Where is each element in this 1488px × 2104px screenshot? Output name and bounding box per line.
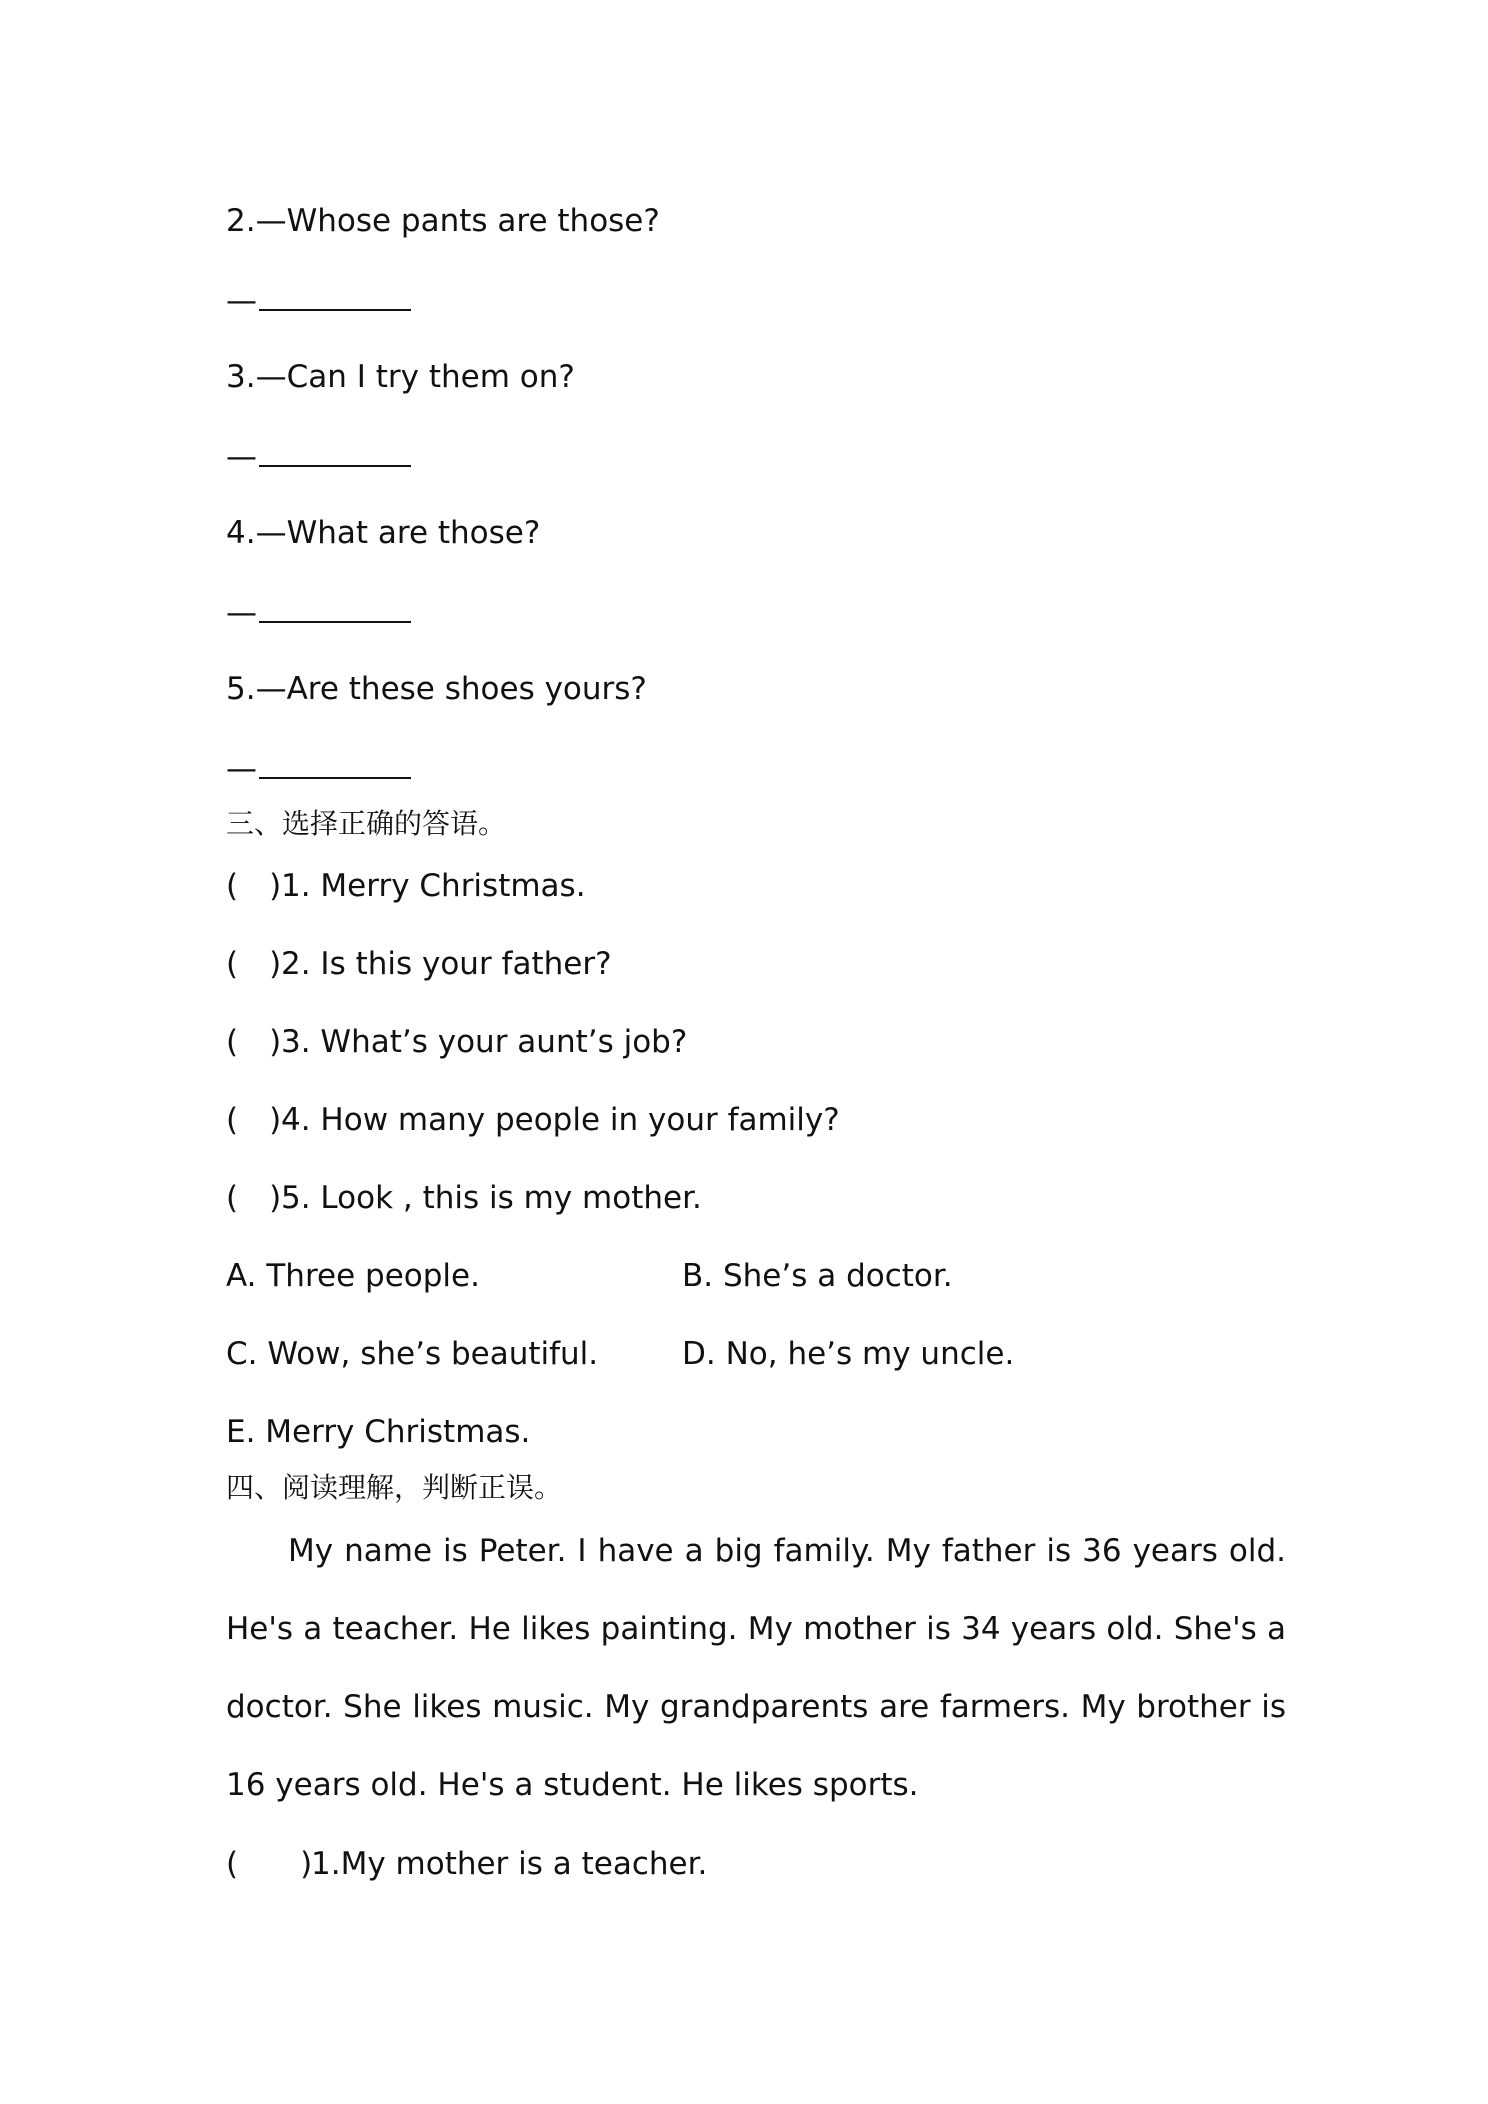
option-b: B. She’s a doctor. [682, 1258, 953, 1294]
choice-item-2: ( )2. Is this your father? [226, 946, 612, 982]
answer-paren[interactable]: ( ) [226, 1024, 282, 1060]
choice-item-1: ( )1. Merry Christmas. [226, 868, 586, 904]
judge-item-1: ( )1.My mother is a teacher. [226, 1846, 708, 1882]
answer-blank-5[interactable]: — [226, 749, 411, 789]
answer-paren[interactable]: ( ) [226, 946, 282, 982]
option-c: C. Wow, she’s beautiful. [226, 1336, 599, 1372]
section-4-heading: 四、阅读理解，判断正误。 [226, 1471, 563, 1504]
answer-blank-4[interactable]: — [226, 593, 411, 633]
section-3-heading: 三、选择正确的答语。 [226, 807, 507, 840]
blank-line [259, 753, 411, 779]
option-d: D. No, he’s my uncle. [682, 1336, 1015, 1372]
question-4: 4.—What are those? [226, 515, 541, 551]
reading-passage: My name is Peter. I have a big family. My father is 36 years old. He's a teacher. He likes painting. My mother is 34 years old. She's a doctor. She likes music. My grandparents are farmers. My brother is 16 years old. He's a student. He likes sports. [226, 1533, 1286, 1803]
blank-line [259, 597, 411, 623]
blank-line [259, 441, 411, 467]
answer-paren[interactable]: ( ) [226, 1846, 313, 1882]
answer-blank-3[interactable]: — [226, 437, 411, 477]
option-a: A. Three people. [226, 1258, 480, 1294]
blank-line [259, 285, 411, 311]
option-e: E. Merry Christmas. [226, 1414, 531, 1450]
answer-paren[interactable]: ( ) [226, 1180, 282, 1216]
choice-item-5: ( )5. Look , this is my mother. [226, 1180, 702, 1216]
choice-item-3: ( )3. What’s your aunt’s job? [226, 1024, 688, 1060]
choice-item-4: ( )4. How many people in your family? [226, 1102, 840, 1138]
answer-paren[interactable]: ( ) [226, 868, 282, 904]
answer-paren[interactable]: ( ) [226, 1102, 282, 1138]
question-5: 5.—Are these shoes yours? [226, 671, 647, 707]
question-3: 3.—Can I try them on? [226, 359, 575, 395]
question-2: 2.—Whose pants are those? [226, 203, 660, 239]
answer-blank-2[interactable]: — [226, 281, 411, 321]
